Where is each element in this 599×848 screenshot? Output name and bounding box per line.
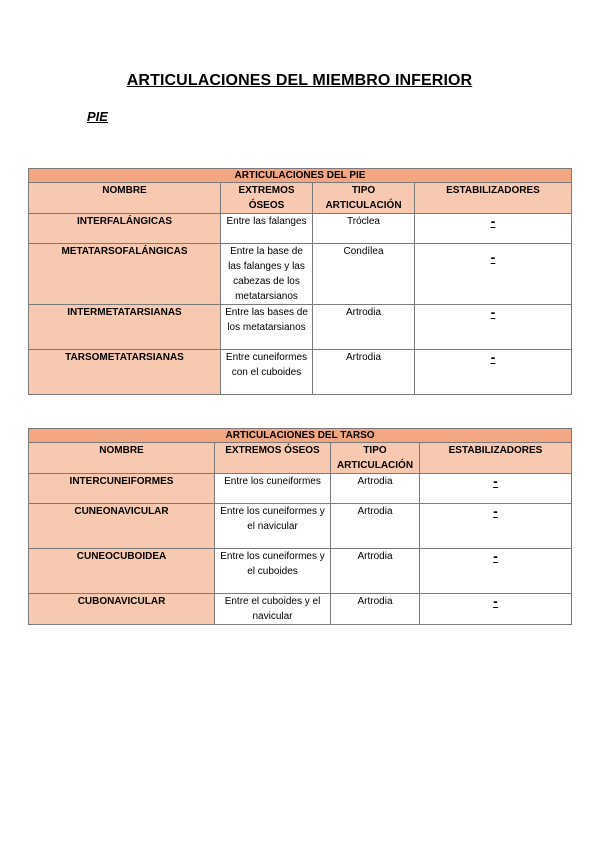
cell-nombre: INTERMETATARSIANAS bbox=[29, 305, 221, 350]
cell-extremos: Entre el cuboides y el navicular bbox=[215, 594, 331, 625]
cell-extremos: Entre la base de las falanges y las cabezas de los metatarsianos bbox=[221, 244, 313, 305]
cell-tipo: Condílea bbox=[313, 244, 415, 305]
table-row bbox=[29, 549, 572, 594]
cell-estabilizadores: - bbox=[420, 549, 572, 594]
cell-estabilizadores: - bbox=[415, 350, 572, 395]
table-row bbox=[29, 305, 572, 350]
table-row bbox=[29, 594, 572, 625]
cell-tipo: Artrodia bbox=[313, 305, 415, 350]
column-header-extremos: EXTREMOS ÓSEOS bbox=[215, 443, 331, 474]
cell-extremos: Entre cuneiformes con el cuboides bbox=[221, 350, 313, 395]
table-caption: ARTICULACIONES DEL PIE bbox=[29, 169, 572, 183]
column-header-tipo: TIPO ARTICULACIÓN bbox=[331, 443, 420, 474]
cell-estabilizadores: - bbox=[415, 305, 572, 350]
cell-nombre: TARSOMETATARSIANAS bbox=[29, 350, 221, 395]
column-header-tipo: TIPO ARTICULACIÓN bbox=[313, 183, 415, 214]
cell-tipo: Artrodia bbox=[313, 350, 415, 395]
table-caption: ARTICULACIONES DEL TARSO bbox=[29, 429, 572, 443]
column-header-extremos: EXTREMOS ÓSEOS bbox=[221, 183, 313, 214]
cell-tipo: Artrodia bbox=[331, 594, 420, 625]
cell-extremos: Entre los cuneiformes bbox=[215, 474, 331, 504]
cell-nombre: INTERFALÁNGICAS bbox=[29, 214, 221, 244]
cell-nombre: INTERCUNEIFORMES bbox=[29, 474, 215, 504]
column-header-estabilizadores: ESTABILIZADORES bbox=[420, 443, 572, 474]
cell-tipo: Tróclea bbox=[313, 214, 415, 244]
section-subtitle: PIE bbox=[87, 109, 108, 124]
cell-tipo: Artrodia bbox=[331, 504, 420, 549]
column-header-estabilizadores: ESTABILIZADORES bbox=[415, 183, 572, 214]
cell-estabilizadores: - bbox=[420, 474, 572, 504]
pie-joints-table bbox=[28, 168, 572, 395]
cell-extremos: Entre los cuneiformes y el cuboides bbox=[215, 549, 331, 594]
cell-nombre: CUNEONAVICULAR bbox=[29, 504, 215, 549]
cell-estabilizadores: - bbox=[415, 214, 572, 244]
cell-tipo: Artrodia bbox=[331, 549, 420, 594]
cell-nombre: CUNEOCUBOIDEA bbox=[29, 549, 215, 594]
table-row bbox=[29, 504, 572, 549]
cell-estabilizadores: - bbox=[420, 594, 572, 625]
table-row bbox=[29, 350, 572, 395]
cell-nombre: CUBONAVICULAR bbox=[29, 594, 215, 625]
column-header-nombre: NOMBRE bbox=[29, 183, 221, 214]
cell-extremos: Entre las bases de los metatarsianos bbox=[221, 305, 313, 350]
cell-estabilizadores: - bbox=[415, 244, 572, 305]
cell-extremos: Entre las falanges bbox=[221, 214, 313, 244]
column-header-nombre: NOMBRE bbox=[29, 443, 215, 474]
table-row bbox=[29, 474, 572, 504]
page-title: ARTICULACIONES DEL MIEMBRO INFERIOR bbox=[126, 72, 473, 89]
cell-tipo: Artrodia bbox=[331, 474, 420, 504]
table-row bbox=[29, 244, 572, 305]
tarso-joints-table bbox=[28, 428, 572, 625]
table-row bbox=[29, 214, 572, 244]
cell-estabilizadores: - bbox=[420, 504, 572, 549]
cell-extremos: Entre los cuneiformes y el navicular bbox=[215, 504, 331, 549]
cell-nombre: METATARSOFALÁNGICAS bbox=[29, 244, 221, 305]
